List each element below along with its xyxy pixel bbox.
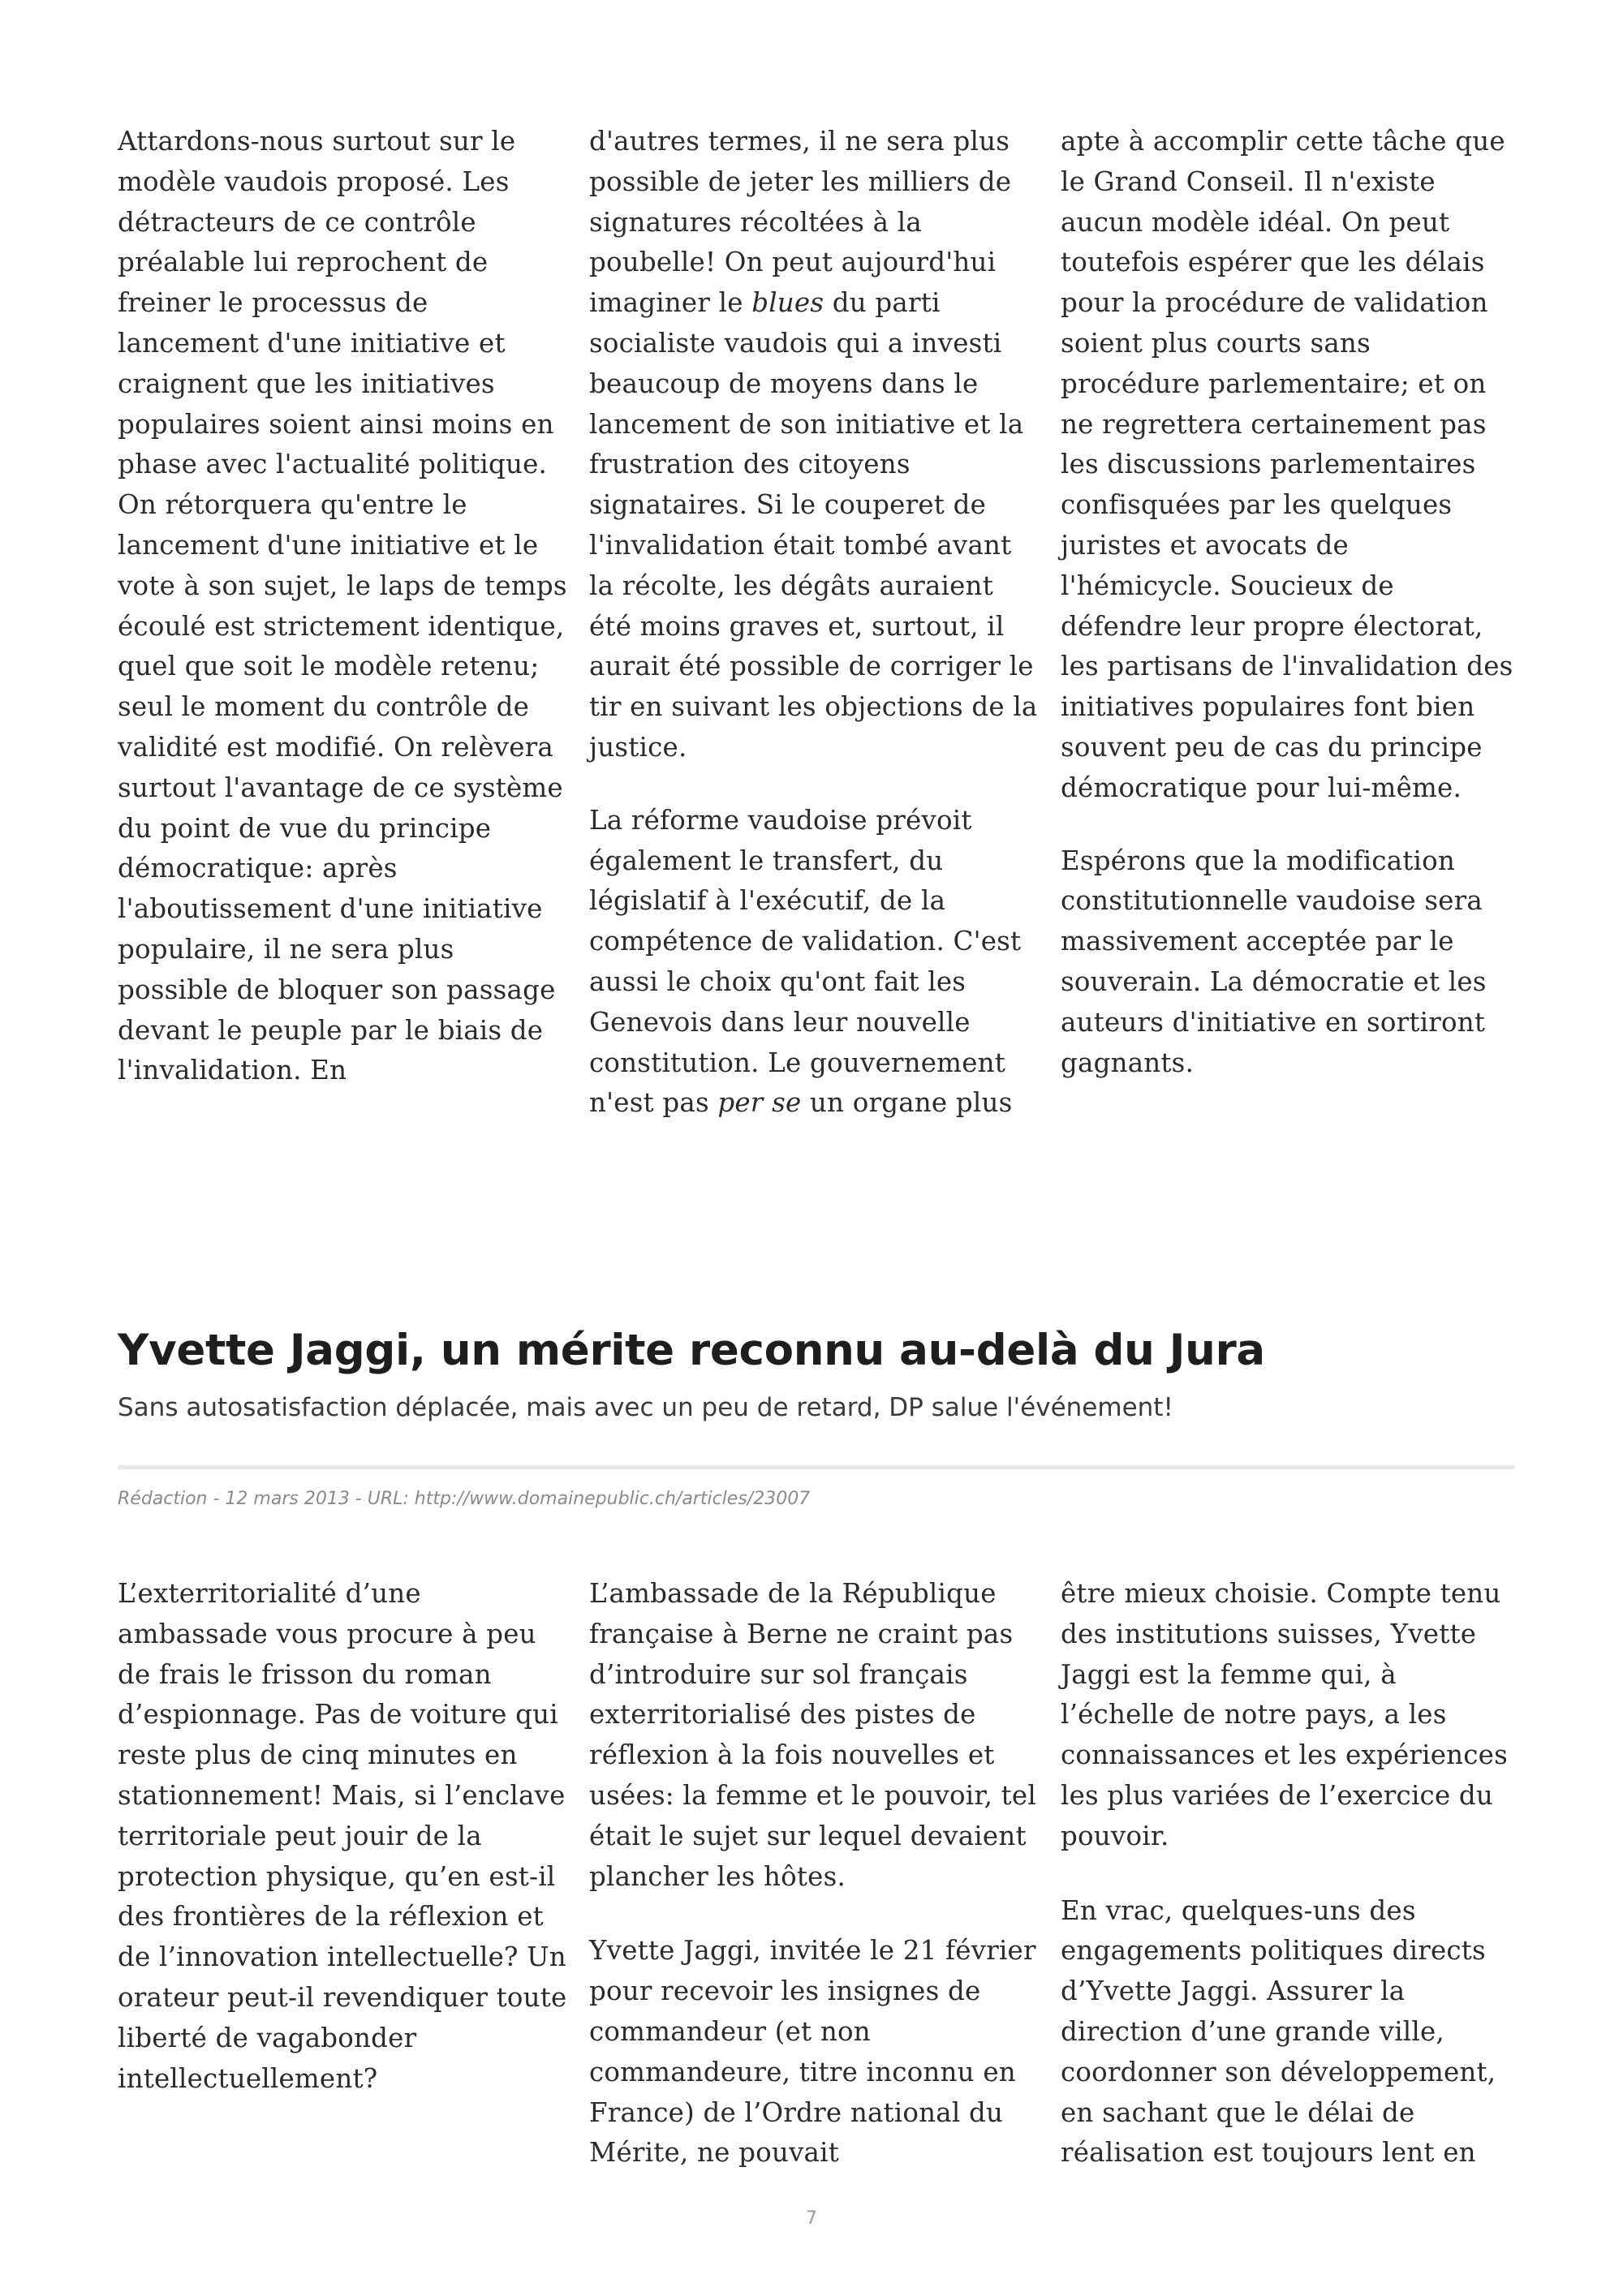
paragraph: apte à accomplir cette tâche que le Grand Conseil. Il n'existe aucun modèle idéal. On peut toutefois espérer que les délais pour la procédure de validation soient plus courts sans procédure parlementaire; et on ne regrettera certainement pas les discussions parlementaires confisquées par les quelques juristes et avocats de l'hémicycle. Soucieux de défendre leur propre électorat, les partisans de l'invalidation des initiatives populaires font bien souvent peu de cas du principe démocratique pour lui-même. (1061, 126, 1513, 803)
page-number: 7 (806, 2208, 817, 2229)
text-run: du parti socialiste vaudois qui a investi beaucoup de moyens dans le lancement de son initiative et la frustration des citoyens signataires. Si le couperet de l'invalidation était tombé avant la récolte, les dégâts auraient été moins graves et, surtout, il aurait été possible de corriger le tir en suivant les objections de la justice. (589, 287, 1038, 763)
paragraph (589, 122, 1044, 768)
article-column-1 (118, 122, 572, 1124)
article-column-1 (118, 1574, 572, 2208)
article-continued-columns (118, 122, 1515, 1124)
article-column-2 (589, 1574, 1044, 2208)
article-title: Yvette Jaggi, un mérite reconnu au-delà du Jura (118, 1326, 1265, 1375)
article-column-3 (1061, 1574, 1515, 2208)
paragraph: être mieux choisie. Compte tenu des institutions suisses, Yvette Jaggi est la femme qui, à l’échelle de notre pays, a les connaissances et les expériences les plus variées de l’exercice du pouvoir. (1061, 1578, 1508, 1851)
header-divider (118, 1465, 1515, 1469)
paragraph: En vrac, quelques-uns des engagements politiques directs d’Yvette Jaggi. Assurer la direction d’une grande ville, coordonner son développement, en sachant que le délai de réalisation est toujours lent en (1061, 1894, 1496, 2169)
paragraph: Attardons-nous surtout sur le modèle vaudois proposé. Les détracteurs de ce contrôle préalable lui reprochent de freiner le processus de lancement d'une initiative et craignent que les initiatives populaires soient ainsi moins en phase avec l'actualité politique. On rétorquera qu'entre le lancement d'une initiative et le vote à son sujet, le laps de temps écoulé est strictement identique, quel que soit le modèle retenu; seul le moment du contrôle de validité est modifié. On relèvera surtout l'avantage de ce système du point de vue du principe démocratique: après l'aboutissement d'une initiative populaire, il ne sera plus possible de bloquer son passage devant le peuple par le biais de l'invalidation. En (118, 126, 567, 1086)
paragraph (589, 801, 1044, 1124)
text-run: La réforme vaudoise prévoit également le transfert, du législatif à l'exécutif, de la compétence de validation. C'est aussi le choix qu'ont fait les Genevois dans leur nouvelle constitution. Le gouvernement n'est pas (589, 804, 1022, 1119)
paragraph: Yvette Jaggi, invitée le 21 février pour recevoir les insignes de commandeur (et non commandeure, titre inconnu en France) de l’Ordre national du Mérite, ne pouvait (589, 1935, 1036, 2169)
article-column-3 (1061, 122, 1515, 1124)
article-column-2 (589, 122, 1044, 1124)
italic-text: blues (751, 287, 824, 319)
article-subtitle: Sans autosatisfaction déplacée, mais avec un peu de retard, DP salue l'événement! (118, 1393, 1173, 1422)
paragraph: L’exterritorialité d’une ambassade vous procure à peu de frais le frisson du roman d’espionnage. Pas de voiture qui reste plus de cinq minutes en stationnement! Mais, si l’enclave territoriale peut jouir de la protection physique, qu’en est-il des frontières de la réflexion et de l’innovation intellectuelle? Un orateur peut-il revendiquer toute liberté de vagabonder intellectuellement? (118, 1578, 567, 2094)
article-columns (118, 1574, 1515, 2208)
paragraph: L’ambassade de la République française à Berne ne craint pas d’introduire sur sol français exterritorialisé des pistes de réflexion à la fois nouvelles et usées: la femme et le pouvoir, tel était le sujet sur lequel devaient plancher les hôtes. (589, 1578, 1036, 1892)
italic-text: per se (717, 1087, 802, 1119)
text-run: un organe plus (801, 1087, 1013, 1119)
paragraph: Espérons que la modification constitutionnelle vaudoise sera massivement acceptée par le souverain. La démocratie et les auteurs d'initiative en sortiront gagnants. (1061, 845, 1487, 1078)
article-meta: Rédaction - 12 mars 2013 - URL: http://www.domainepublic.ch/articles/23007 (118, 1489, 811, 1509)
text-run: d'autres termes, il ne sera plus possible de jeter les milliers de signatures récoltées à la poubelle! On peut aujourd'hui imaginer le (589, 126, 1012, 319)
